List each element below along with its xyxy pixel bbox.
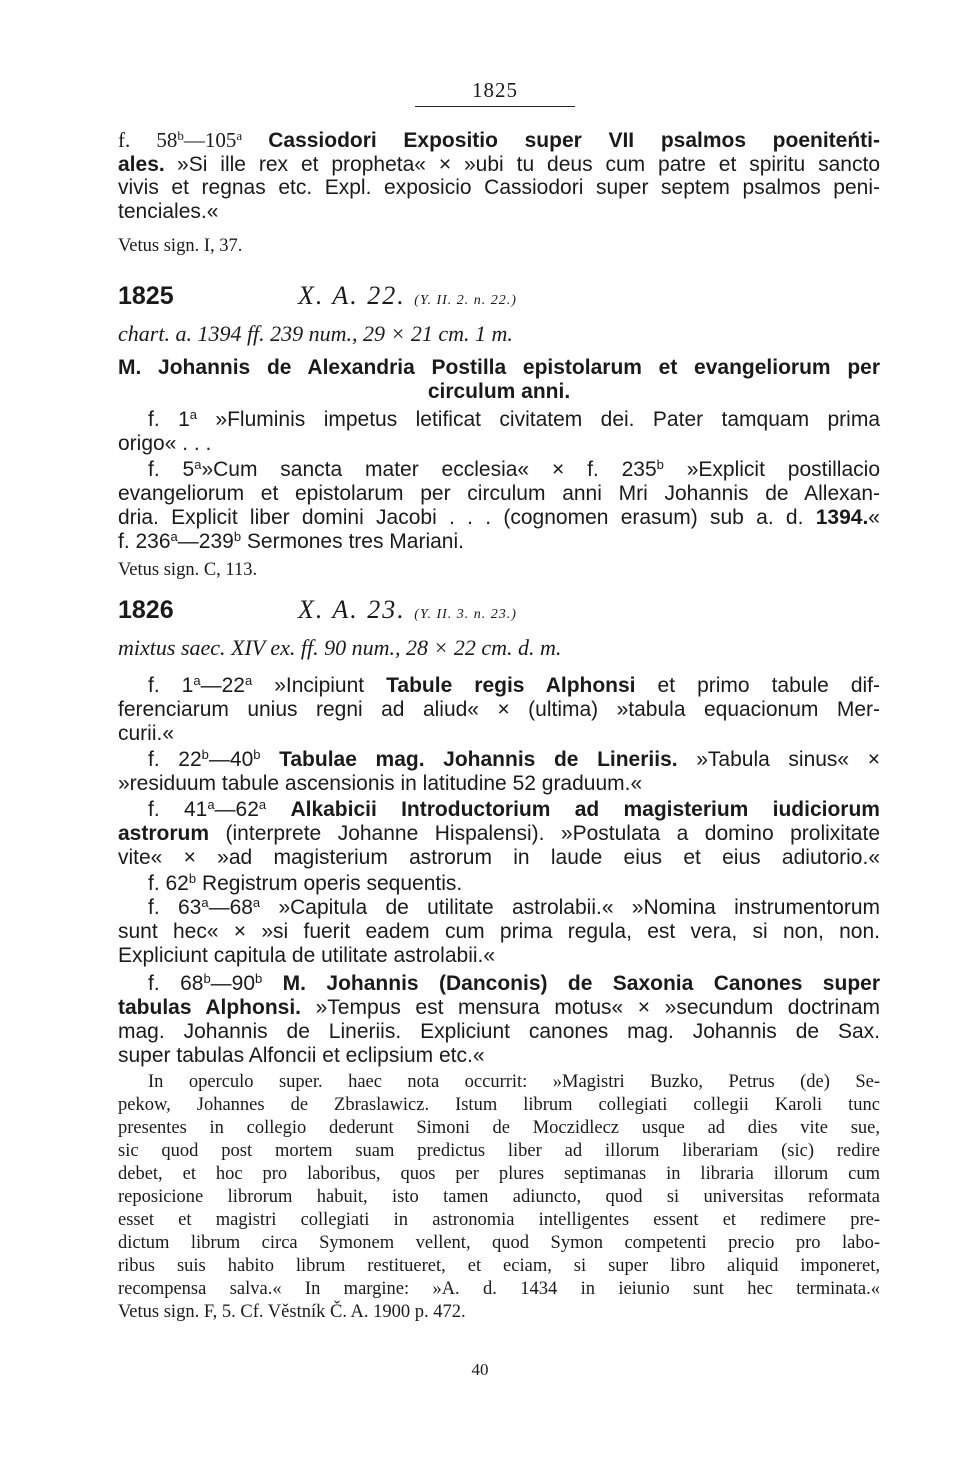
entry-number: 1826 <box>118 596 174 624</box>
item-6-line-2: tabulas Alphonsi. »Tempus est mensura motus« × »secundum doctrinam <box>118 996 881 1019</box>
note-line-2: pekow, Johannes de Zbraslawicz. Istum librum collegiati collegii Karoli tunc <box>118 1095 880 1115</box>
item-2-line-2: »residuum tabule ascensionis in latitudine 52 graduum.« <box>118 772 643 795</box>
item-1-line-1: f. 1$^a$—22$^a$ »Incipiunt Tabule regis Alphonsi et primo tabule dif- <box>148 673 880 697</box>
item-3-line-1: f. 41$^a$—62$^a$ Alkabicii Introductorium ad magisterium iudiciorum <box>148 797 880 821</box>
prev-vetus-signature: Vetus sign. I, 37. <box>118 236 243 256</box>
note-line-9: ribus suis habito librum restitueret, et eciam, si super libro aliquid imponeret, <box>118 1256 880 1276</box>
item-1-line-3: curii.« <box>118 722 175 745</box>
explicit-line-2: evangeliorum et epistolarum per circulum anni Mri Johannis de Allexan- <box>118 482 880 505</box>
vetus-signature: Vetus sign. F, 5. Cf. Věstník Č. A. 1900 p. 472. <box>118 1302 466 1322</box>
item-6-line-3: mag. Johannis de Lineriis. Expliciunt canones mag. Johannis de Sax. <box>118 1020 880 1043</box>
header-rule <box>415 106 575 107</box>
shelf-signature: X. A. 23. (Y. II. 3. n. 23.) <box>298 595 517 624</box>
prev-line-2: ales. »Si ille rex et propheta« × »ubi tu deus cum patre et spiritu sancto <box>118 153 881 176</box>
running-header <box>400 78 590 107</box>
entry-1826-heading <box>118 595 880 624</box>
item-5-line-2: sunt hec« × »si fuerit eadem cum prima regula, est vera, si non, non. <box>118 920 880 943</box>
item-6-line-4: super tabulas Alfoncii et eclipsium etc.« <box>118 1044 485 1067</box>
item-6-line-1: f. 68$^b$—90$^b$ M. Johannis (Danconis) de Saxonia Canones super <box>148 971 880 995</box>
item-5-line-1: f. 63$^a$—68$^a$ »Capitula de utilitate astrolabii.« »Nomina instrumentorum <box>148 895 880 919</box>
note-line-1: In operculo super. haec nota occurrit: »Magistri Buzko, Petrus (de) Se- <box>148 1072 880 1092</box>
item-3-line-3: vite« × »ad magisterium astrorum in laude eius et eius adiutorio.« <box>118 846 880 869</box>
incipit-line-1: f. 1$^a$ »Fluminis impetus letificat civitatem dei. Pater tamquam prima <box>148 407 880 431</box>
entry-title-line-1: M. Johannis de Alexandria Postilla epistolarum et evangeliorum per <box>118 356 880 379</box>
page-number: 40 <box>471 1360 489 1379</box>
entry-number: 1825 <box>118 282 174 310</box>
note-line-8: dictum librum circa Symonem vellent, quod Symon competenti precio pro labo- <box>118 1233 880 1253</box>
item-2-line-1: f. 22$^b$—40$^b$ Tabulae mag. Johannis de Lineriis. »Tabula sinus« × <box>148 747 880 771</box>
note-line-6: reposicione librorum habuit, isto tamen adiuncto, quod si universitas reformata <box>118 1187 880 1207</box>
note-line-3: presentes in collegio dederunt Simoni de Moczidlecz usque ad dies vite sue, <box>118 1118 880 1138</box>
explicit-line-1: f. 5$^a$»Cum sancta mater ecclesia« × f. 235$^b$ »Explicit postillacio <box>148 457 880 481</box>
item-1-line-2: ferenciarum unius regni ad aliud« × (ultima) »tabula equacionum Mer- <box>118 698 880 721</box>
note-line-4: sic quod post mortem suam predictus liber ad illorum liberariam (sic) redire <box>118 1141 880 1161</box>
note-line-5: debet, et hoc pro laboribus, quos per plures septimanas in libraria illorum cum <box>118 1164 880 1184</box>
incipit-line-2: origo« . . . <box>118 432 212 455</box>
entry-1825-heading <box>118 281 880 310</box>
prev-line-1: f. 58$^b$—105$^a$ Cassiodori Expositio super VII psalmos poeniteńti- <box>118 128 881 152</box>
entry-title-line-2: circulum anni. <box>427 380 571 403</box>
sermones-line: f. 236$^a$—239$^b$ Sermones tres Mariani. <box>118 529 464 553</box>
physical-description: chart. a. 1394 ff. 239 num., 29 × 21 cm. 1 m. <box>118 321 513 346</box>
item-4-line-1: f. 62$^b$ Registrum operis sequentis. <box>148 871 463 895</box>
prev-line-4: tenciales.« <box>118 200 219 223</box>
note-line-7: esset et magistri collegiati in astronomia intelligentes essent et redimere pre- <box>118 1210 880 1230</box>
vetus-signature: Vetus sign. C, 113. <box>118 560 258 580</box>
shelf-signature: X. A. 22. (Y. II. 2. n. 22.) <box>298 281 517 310</box>
physical-description: mixtus saec. XIV ex. ff. 90 num., 28 × 22 cm. d. m. <box>118 635 562 660</box>
explicit-line-3: dria. Explicit liber domini Jacobi . . . (cognomen erasum) sub a. d. 1394.« <box>118 506 880 529</box>
item-5-line-3: Expliciunt capitula de utilitate astrolabii.« <box>118 944 496 967</box>
item-3-line-2: astrorum (interprete Johanne Hispalensi). »Postulata a domino prolixitate <box>118 822 880 845</box>
header-page-number: 1825 <box>472 78 518 102</box>
prev-line-3: vivis et regnas etc. Expl. exposicio Cassiodori super septem psalmos peni- <box>118 176 880 199</box>
note-line-10: recompensa salva.« In margine: »A. d. 1434 in ieiunio sunt hec terminata.« <box>118 1279 880 1299</box>
